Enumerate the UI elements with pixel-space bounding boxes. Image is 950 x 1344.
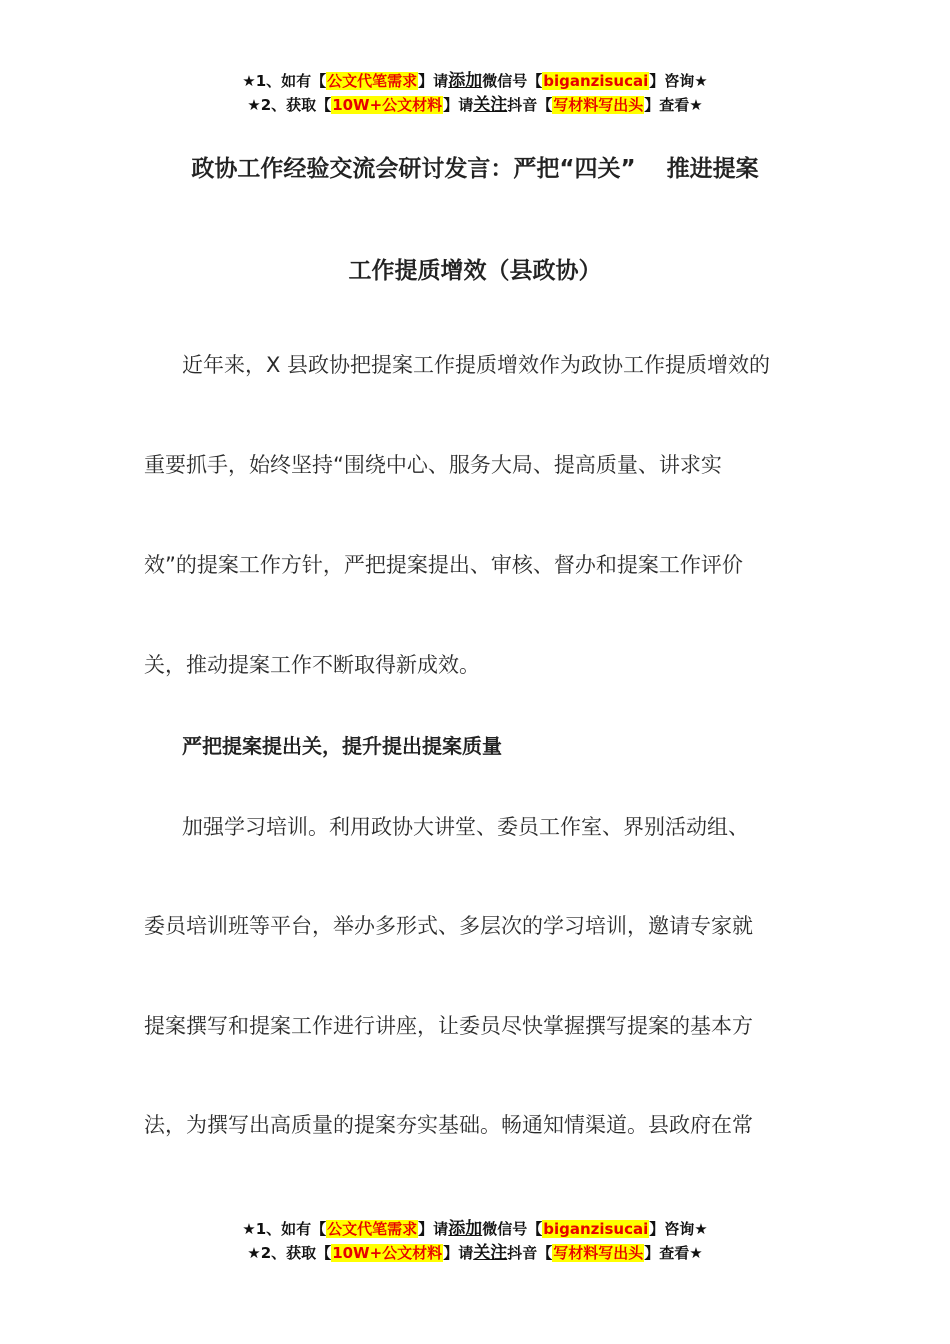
banner-douyin-id: 写材料写出头 [553,96,644,114]
paragraph-1-line-4: 关，推动提案工作不断取得新成效。 [144,653,480,677]
paragraph-2-line-1: 加强学习培训。利用政协大讲堂、委员工作室、界别活动组、 [182,815,749,839]
banner-highlight: 10W+公文材料 [332,96,443,114]
banner-underlined: 添加 [448,71,483,91]
banner-line-1 [0,1217,950,1241]
banner-text: 】咨询★ [649,1220,708,1238]
paragraph-1-line-1: 近年来，X 县政协把提案工作提质增效作为政协工作提质增效的 [182,353,771,377]
document-title-line-1: 政协工作经验交流会研讨发言：严把“四关” 推进提案 [191,156,759,182]
banner-text: ★2、获取【 [247,1244,332,1262]
banner-highlight: 公文代笔需求 [327,72,418,90]
banner-highlight: 公文代笔需求 [327,1220,418,1238]
header-banner [0,69,950,117]
footer-banner [0,1217,950,1265]
banner-text: 】请 [443,96,474,114]
banner-underlined: 添加 [448,1219,483,1239]
banner-line-2 [0,93,950,117]
section-heading-1: 严把提案提出关，提升提出提案质量 [182,734,502,758]
paragraph-1-line-2: 重要抓手，始终坚持“围绕中心、服务大局、提高质量、讲求实 [144,453,722,477]
banner-highlight: 10W+公文材料 [332,1244,443,1262]
document-title-line-2: 工作提质增效（县政协） [348,258,602,284]
banner-text: 】查看★ [644,1244,703,1262]
banner-text: 微信号【 [482,1220,543,1238]
banner-text: 微信号【 [482,72,543,90]
paragraph-1-line-3: 效”的提案工作方针，严把提案提出、审核、督办和提案工作评价 [144,553,743,577]
banner-line-1 [0,69,950,93]
paragraph-2-line-2: 委员培训班等平台，举办多形式、多层次的学习培训，邀请专家就 [144,914,753,938]
banner-line-2 [0,1241,950,1265]
paragraph-2-line-4: 法，为撰写出高质量的提案夯实基础。畅通知情渠道。县政府在常 [144,1113,753,1137]
paragraph-2-line-3: 提案撰写和提案工作进行讲座，让委员尽快掌握撰写提案的基本方 [144,1014,753,1038]
banner-text: 抖音【 [507,96,553,114]
banner-text: 】请 [418,72,449,90]
banner-wechat-id: biganzisucai [543,1220,649,1238]
banner-text: ★1、如有【 [242,1220,327,1238]
banner-wechat-id: biganzisucai [543,72,649,90]
banner-text: 】请 [443,1244,474,1262]
banner-text: ★2、获取【 [247,96,332,114]
banner-underlined: 关注 [473,1243,508,1263]
banner-douyin-id: 写材料写出头 [553,1244,644,1262]
banner-underlined: 关注 [473,95,508,115]
banner-text: 】咨询★ [649,72,708,90]
banner-text: 】查看★ [644,96,703,114]
banner-text: ★1、如有【 [242,72,327,90]
banner-text: 】请 [418,1220,449,1238]
banner-text: 抖音【 [507,1244,553,1262]
